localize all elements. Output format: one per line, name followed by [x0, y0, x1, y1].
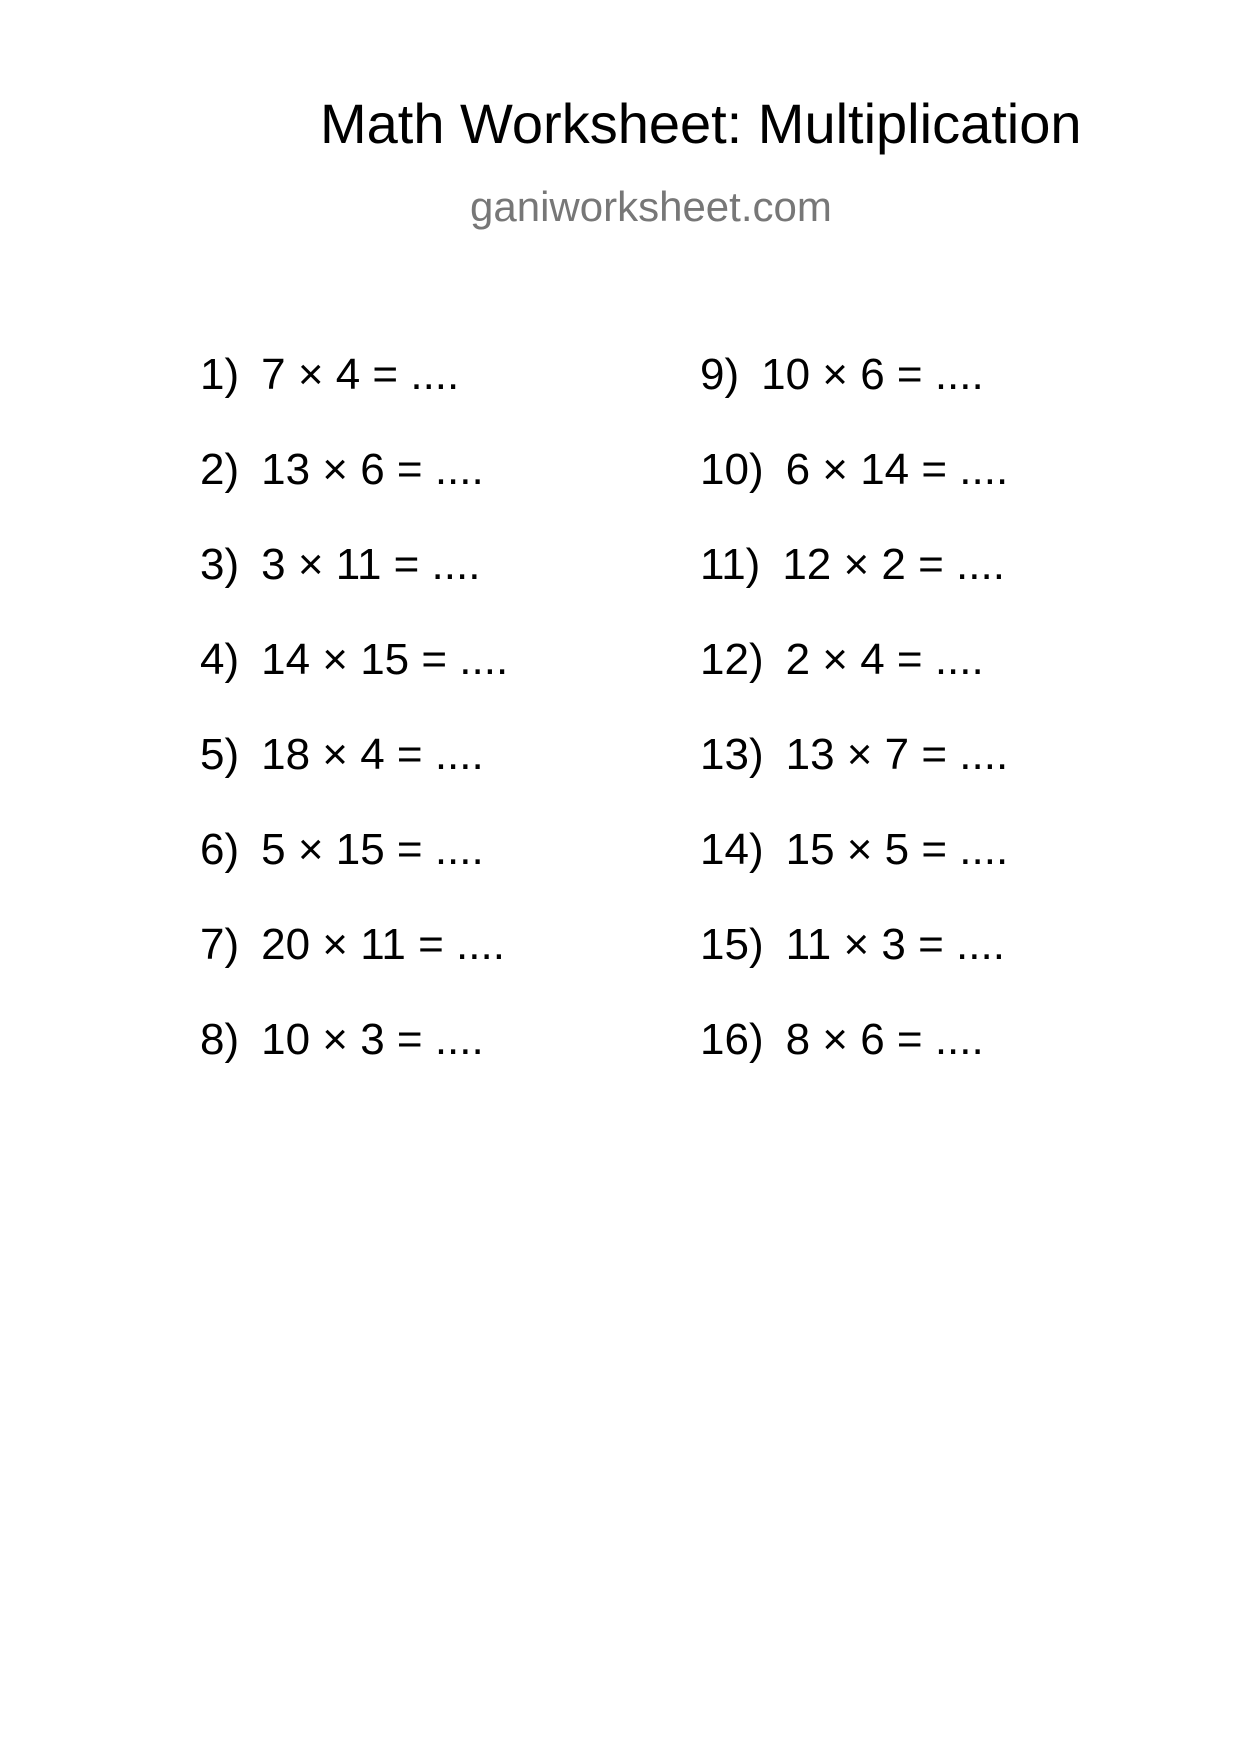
problem-number: 13) — [700, 730, 764, 779]
problem-expression: 11 × 3 = .... — [785, 920, 1005, 969]
problem-number: 4) — [200, 635, 240, 684]
problem-item — [700, 350, 1008, 448]
page-title: Math Worksheet: Multiplication — [320, 92, 1082, 155]
problem-item — [200, 540, 508, 638]
problem-expression: 15 × 5 = .... — [785, 825, 1009, 874]
problem-number: 14) — [700, 825, 764, 874]
problem-item — [200, 730, 508, 828]
problem-expression: 2 × 4 = .... — [785, 635, 984, 684]
problem-number: 9) — [700, 350, 740, 399]
problem-expression: 10 × 3 = .... — [261, 1015, 484, 1064]
site-url: ganiworksheet.com — [470, 183, 832, 230]
problem-item — [200, 825, 508, 923]
problem-expression: 6 × 14 = .... — [785, 445, 1009, 494]
problem-number: 3) — [200, 540, 240, 589]
problem-expression: 14 × 15 = .... — [261, 635, 509, 684]
problem-number: 10) — [700, 445, 764, 494]
problem-column-left — [200, 350, 509, 1113]
problem-number: 11) — [700, 540, 761, 589]
problem-item — [700, 920, 1008, 1018]
problem-item — [700, 730, 1009, 828]
problem-number: 16) — [700, 1015, 764, 1064]
problem-number: 5) — [200, 730, 240, 779]
problem-number: 1) — [200, 350, 240, 399]
problem-expression: 3 × 11 = .... — [261, 540, 481, 589]
problem-item — [700, 1015, 1008, 1113]
problem-item — [200, 635, 509, 733]
problem-item — [200, 350, 508, 448]
problem-item — [200, 445, 508, 543]
problem-expression: 20 × 11 = .... — [261, 920, 505, 969]
problem-expression: 10 × 6 = .... — [761, 350, 984, 399]
problem-expression: 18 × 4 = .... — [261, 730, 484, 779]
problem-expression: 8 × 6 = .... — [785, 1015, 984, 1064]
problem-column-right — [700, 350, 1009, 1113]
problem-expression: 13 × 6 = .... — [261, 445, 484, 494]
problem-number: 15) — [700, 920, 764, 969]
problem-item — [200, 920, 508, 1018]
problem-number: 2) — [200, 445, 240, 494]
problem-item — [700, 445, 1009, 543]
problem-expression: 5 × 15 = .... — [261, 825, 484, 874]
problem-number: 6) — [200, 825, 240, 874]
problem-number: 7) — [200, 920, 240, 969]
problem-item — [700, 540, 1008, 638]
problem-expression: 7 × 4 = .... — [261, 350, 460, 399]
problem-item — [200, 1015, 508, 1113]
problem-number: 8) — [200, 1015, 240, 1064]
problem-item — [700, 635, 1008, 733]
problem-number: 12) — [700, 635, 764, 684]
problem-item — [700, 825, 1009, 923]
problem-expression: 12 × 2 = .... — [782, 540, 1005, 589]
problem-expression: 13 × 7 = .... — [785, 730, 1009, 779]
